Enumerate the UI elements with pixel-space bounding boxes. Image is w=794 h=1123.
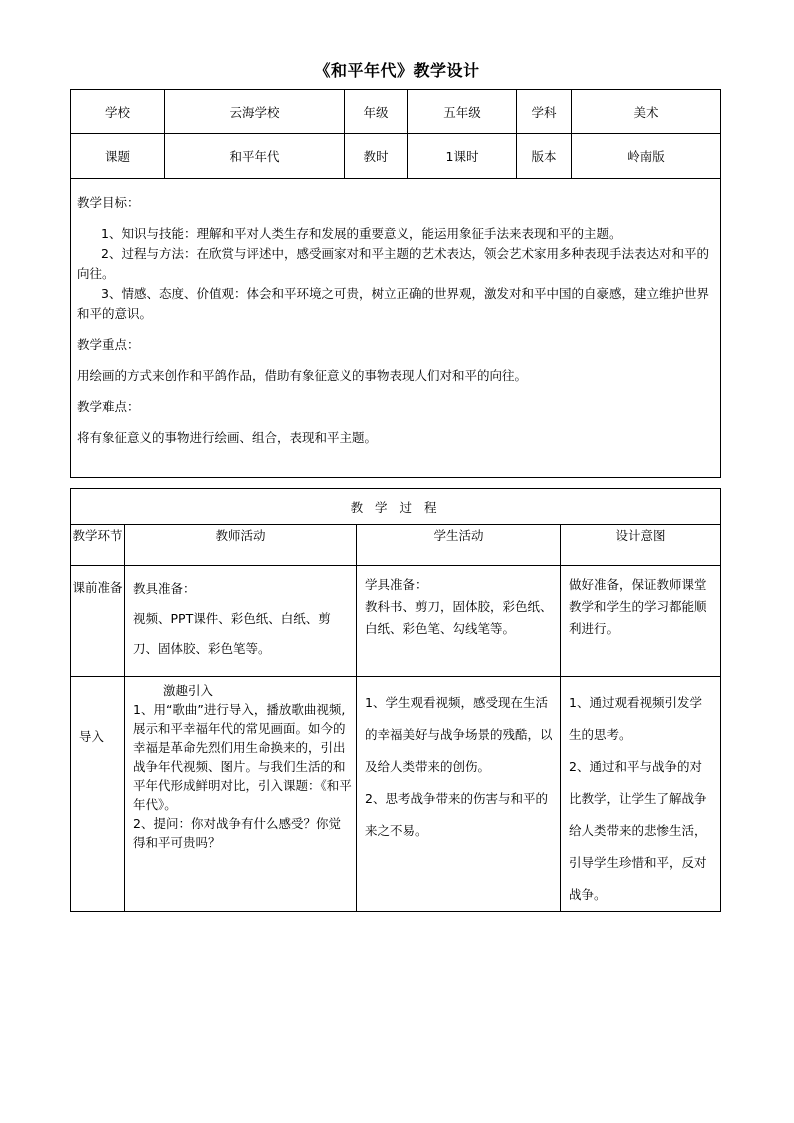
teacher-intro-title: 激趣引入 xyxy=(163,683,214,698)
school-label: 学校 xyxy=(71,90,165,134)
topic-value: 和平年代 xyxy=(165,134,345,179)
subject-label: 学科 xyxy=(517,90,572,134)
col-student-header: 学生活动 xyxy=(357,525,561,566)
subject-value: 美术 xyxy=(572,90,721,134)
student-intro-p1: 1、学生观看视频，感受现在生活的幸福美好与战争场景的残酷，以及给人类带来的创伤。 xyxy=(365,695,553,774)
student-activity-prep xyxy=(357,566,561,677)
topic-label: 课题 xyxy=(71,134,165,179)
stage-intro: 导入 xyxy=(71,677,125,912)
teacher-activity-intro xyxy=(125,677,357,912)
goal-item-1: 1、知识与技能：理解和平对人类生存和发展的重要意义，能运用象征手法来表现和平的主题。 xyxy=(101,226,622,241)
student-prep-title: 学具准备： xyxy=(365,577,428,592)
col-intent-header: 设计意图 xyxy=(561,525,721,566)
col-teacher-header: 教师活动 xyxy=(125,525,357,566)
edition-label: 版本 xyxy=(517,134,572,179)
difficulty-heading: 教学难点： xyxy=(77,399,140,414)
process-heading: 教 学 过 程 xyxy=(71,489,721,525)
design-intent-intro xyxy=(561,677,721,912)
intent-intro-p1: 1、通过观看视频引发学生的思考。 xyxy=(569,695,702,742)
grade-value: 五年级 xyxy=(408,90,517,134)
info-row-school xyxy=(71,90,721,134)
goals-row xyxy=(71,179,721,478)
intent-intro-p2: 2、通过和平与战争的对比教学，让学生了解战争给人类带来的悲惨生活，引导学生珍惜和平，反对战争。 xyxy=(569,759,707,902)
goal-item-3: 3、情感、态度、价值观：体会和平环境之可贵，树立正确的世界观，激发对和平中国的自豪感，建立维护世界和平的意识。 xyxy=(77,286,709,321)
key-points-text: 用绘画的方式来创作和平鸽作品，借助有象征意义的事物表现人们对和平的向往。 xyxy=(77,368,528,383)
teacher-prep-text: 视频、PPT课件、彩色纸、白纸、剪刀、固体胶、彩色笔等。 xyxy=(133,611,331,656)
table-row xyxy=(71,677,721,912)
grade-label: 年级 xyxy=(345,90,408,134)
student-intro-p2: 2、思考战争带来的伤害与和平的来之不易。 xyxy=(365,791,548,838)
teacher-activity-prep xyxy=(125,566,357,677)
design-intent-prep xyxy=(561,566,721,677)
teacher-intro-p1: 1、用“歌曲”进行导入，播放歌曲视频,展示和平幸福年代的常见画面。如今的幸福是革命先烈们用生命换来的，引出战争年代视频、图片。与我们生活的和平年代形成鲜明对比，引入课题：《和平年代》。 xyxy=(133,702,352,812)
info-row-topic xyxy=(71,134,721,179)
table-row xyxy=(71,566,721,677)
edition-value: 岭南版 xyxy=(572,134,721,179)
process-header-row xyxy=(71,489,721,525)
teaching-goals-cell xyxy=(71,179,721,478)
difficulty-text: 将有象征意义的事物进行绘画、组合，表现和平主题。 xyxy=(77,430,378,445)
process-column-header-row xyxy=(71,525,721,566)
key-points-heading: 教学重点： xyxy=(77,337,140,352)
student-prep-text: 教科书、剪刀，固体胶，彩色纸、白纸、彩色笔、勾线笔等。 xyxy=(365,599,553,636)
basic-info-table xyxy=(70,89,721,478)
student-activity-intro xyxy=(357,677,561,912)
stage-prep: 课前准备 xyxy=(71,566,125,677)
goals-heading: 教学目标： xyxy=(77,195,140,210)
hours-value: 1课时 xyxy=(408,134,517,179)
teaching-process-table xyxy=(70,488,721,912)
hours-label: 教时 xyxy=(345,134,408,179)
goal-item-2: 2、过程与方法：在欣赏与评述中，感受画家对和平主题的艺术表达，领会艺术家用多种表现手法表达对和平的向往。 xyxy=(77,246,709,281)
intent-prep-text: 做好准备，保证教师课堂教学和学生的学习都能顺利进行。 xyxy=(569,577,707,636)
teacher-prep-title: 教具准备： xyxy=(133,581,196,596)
document-title: 《和平年代》教学设计 xyxy=(314,61,480,80)
col-stage-header: 教学环节 xyxy=(71,525,125,566)
teacher-intro-p2: 2、提问：你对战争有什么感受？你觉得和平可贵吗？ xyxy=(133,816,341,850)
school-value: 云海学校 xyxy=(165,90,345,134)
